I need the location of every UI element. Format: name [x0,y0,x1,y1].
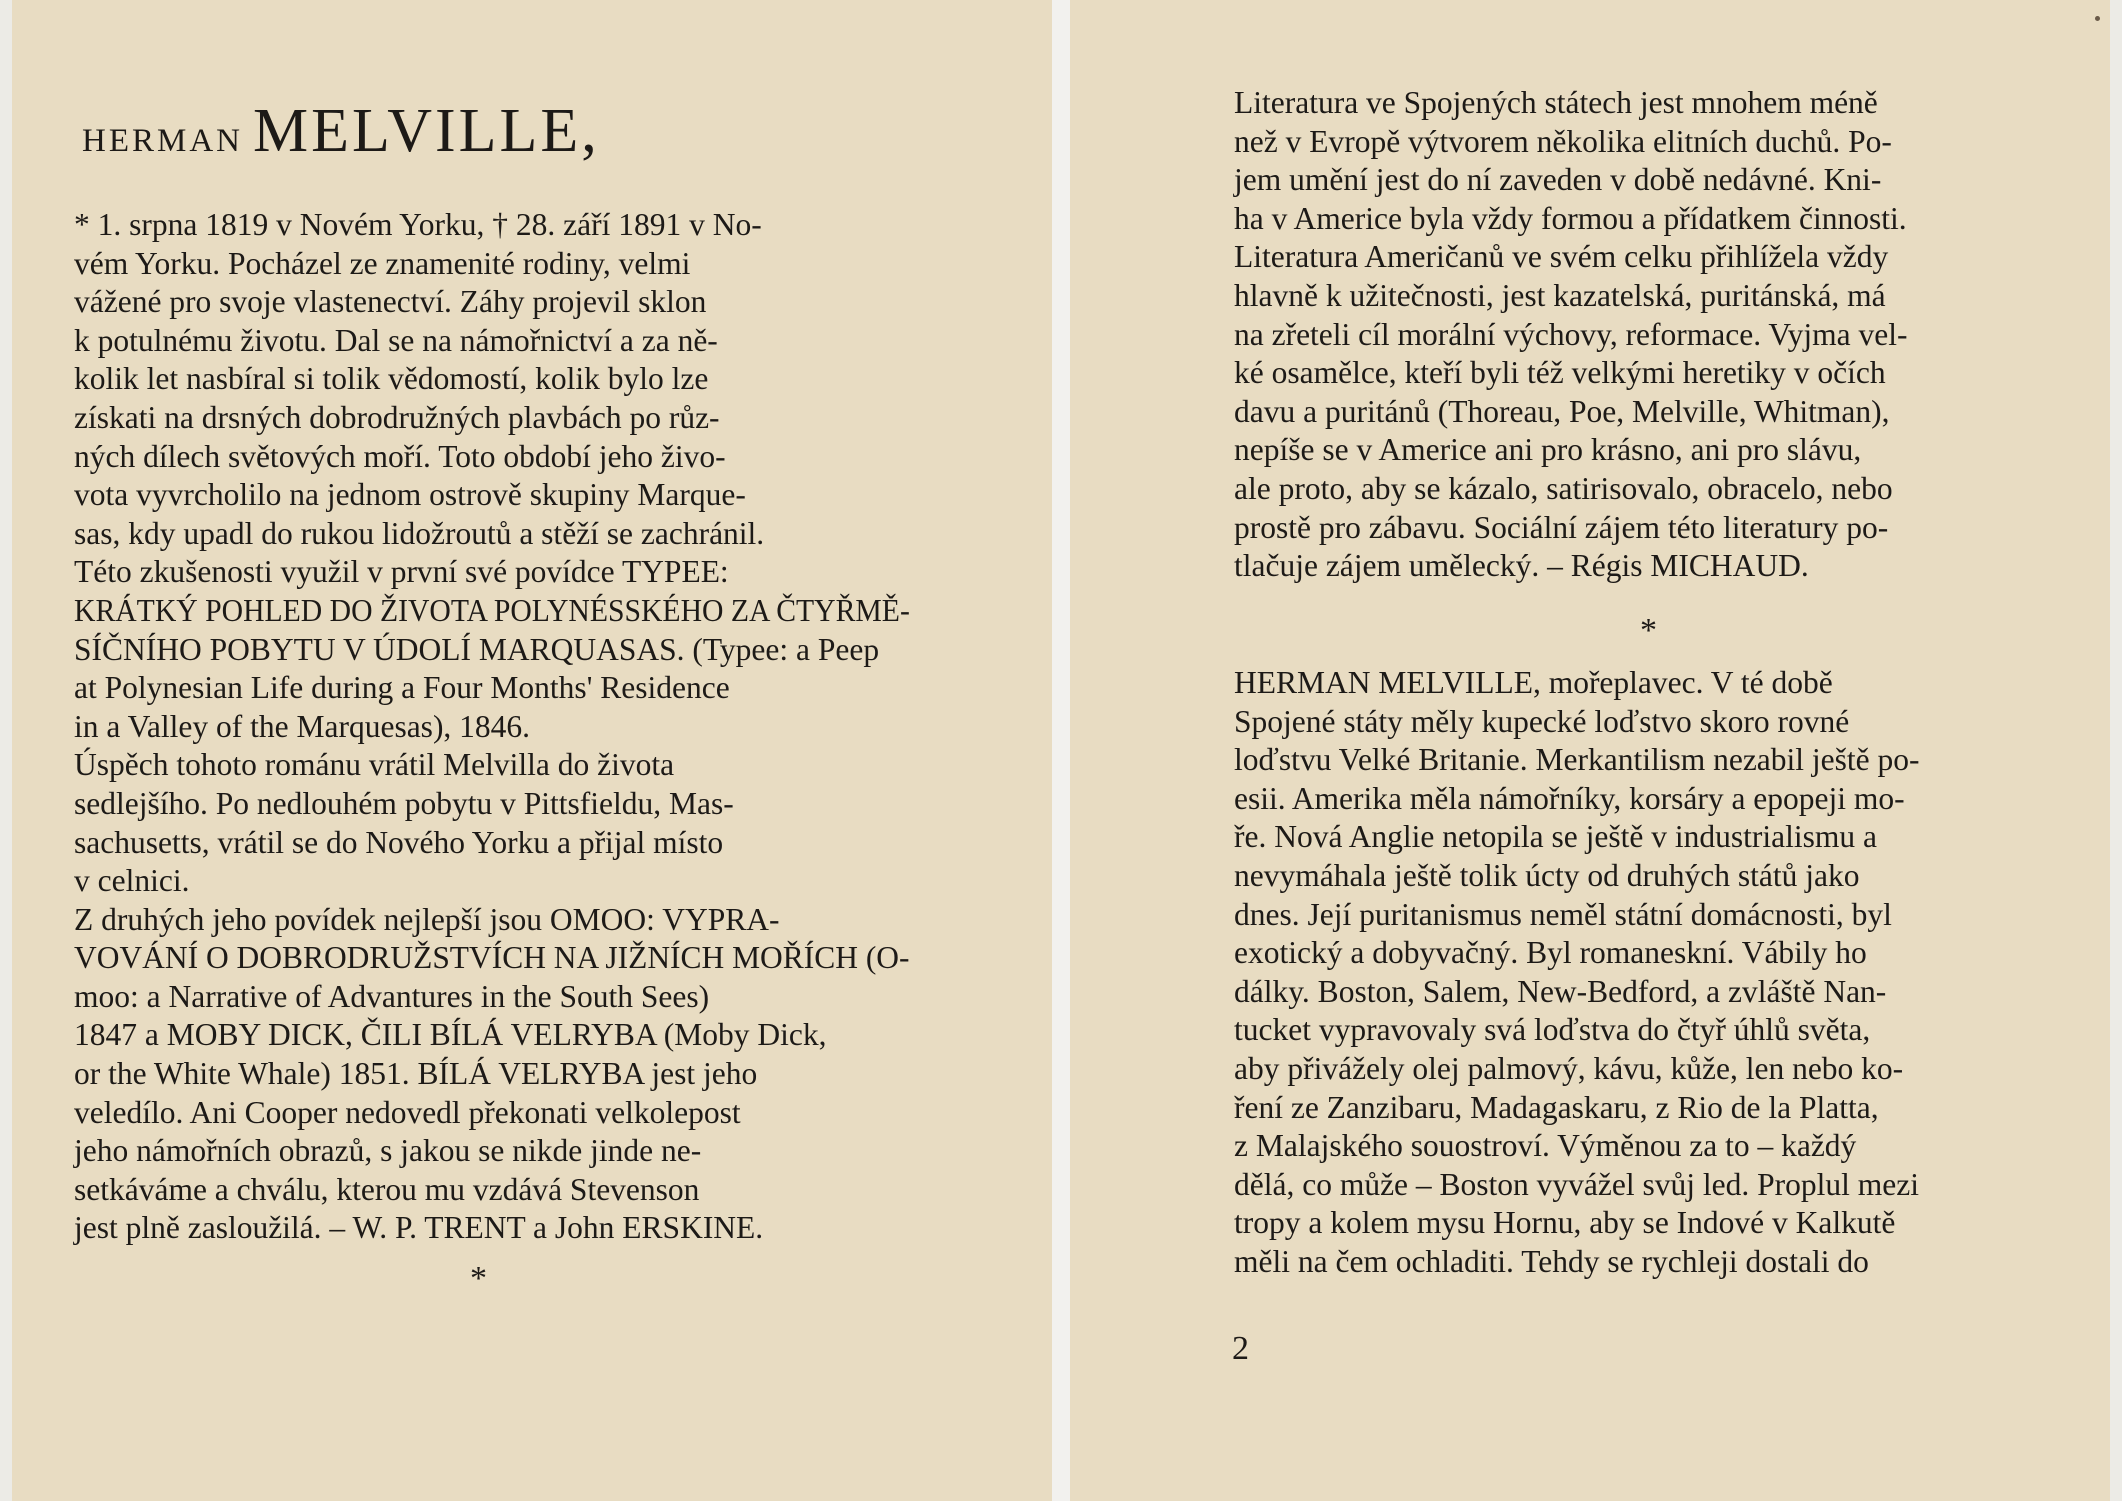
text-line: ných dílech světových moří. Toto období jeho živo- [74,438,726,474]
page-number: 2 [1232,1330,1249,1367]
text-line: Literatura ve Spojených státech jest mnohem méně [1234,85,1878,120]
text-line: dnes. Její puritanismus neměl státní domácnosti, byl [1234,896,1892,932]
text-line: než v Evropě výtvorem několika elitních duchů. Po- [1234,123,1892,159]
text-line: at Polynesian Life during a Four Months' Residence [74,670,730,706]
text-line: aby přivážely olej palmový, kávu, kůže, len nebo ko- [1234,1050,1904,1086]
text-line: Úspěch tohoto románu vrátil Melvilla do života [74,747,675,783]
text-line: SÍČNÍHO POBYTU V ÚDOLÍ MARQUASAS. (Typee: a Peep [74,631,880,667]
text-line: dělá, co může – Boston vyvážel svůj led. Proplul mezi [1234,1166,1919,1202]
text-line: vota vyvrcholilo na jednom ostrově skupiny Marque- [74,477,746,513]
heading-first-name: HERMAN [82,123,244,159]
text-line: esii. Amerika měla námořníky, korsáry a epopeji mo- [1234,780,1905,816]
text-line: tlačuje zájem umělecký. – Régis MICHAUD. [1234,548,1809,584]
text-line: veledílo. Ani Cooper nedovedl překonati velkolepost [74,1094,741,1130]
left-page [12,0,1052,1501]
text-line: 1847 a MOBY DICK, ČILI BÍLÁ VELRYBA (Moby Dick, [74,1017,827,1053]
heading-last-name: MELVILLE, [253,97,600,165]
text-line: Z druhých jeho povídek nejlepší jsou OMOO: VYPRA- [74,901,780,937]
michaud-quote-text [1234,84,2070,586]
text-line: Spojené státy měly kupecké loďstvo skoro rovné [1234,703,1850,739]
text-line: ale proto, aby se kázalo, satirisovalo, obracelo, nebo [1234,470,1893,506]
biography-text [74,206,910,1248]
text-line: dálky. Boston, Salem, New-Bedford, a zvláště Nan- [1234,973,1887,1009]
text-line: vém Yorku. Pocházel ze znamenité rodiny, velmi [74,245,691,281]
text-line: ření ze Zanzibaru, Madagaskaru, z Rio de la Platta, [1234,1089,1879,1125]
text-line: VOVÁNÍ O DOBRODRUŽSTVÍCH NA JIŽNÍCH MOŘÍCH (O- [74,940,910,976]
text-line: ře. Nová Anglie netopila se ještě v industrialismu a [1234,819,1877,855]
text-line: jest plně zasloužilá. – W. P. TRENT a John ERSKINE. [74,1210,764,1246]
text-line: Této zkušenosti využil v první své povídce TYPEE: [74,554,729,590]
melville-seafarer-text [1234,664,2070,1282]
author-heading [82,96,600,167]
text-line: Literatura Američanů ve svém celku přihlížela vždy [1234,239,1889,275]
text-line: moo: a Narrative of Advantures in the South Sees) [74,978,710,1014]
text-line: nevymáhala ještě tolik úcty od druhých států jako [1234,857,1860,893]
text-line: HERMAN MELVILLE, mořeplavec. V té době [1234,665,1833,700]
text-line: jeho námořních obrazů, s jakou se nikde jinde ne- [74,1133,702,1169]
text-line: sas, kdy upadl do rukou lidožroutů a stěží se zachránil. [74,515,765,551]
text-line: ha v Americe byla vždy formou a přídatkem činnosti. [1234,200,1907,236]
paper-speck [2095,16,2100,21]
text-line: vážené pro svoje vlastenectví. Záhy projevil sklon [74,284,707,320]
right-page [1070,0,2110,1501]
text-line: v celnici. [74,863,190,899]
section-separator-asterisk: * [470,1260,487,1297]
text-line: získati na drsných dobrodružných plavbách po růz- [74,399,720,435]
text-line: or the White Whale) 1851. BÍLÁ VELRYBA jest jeho [74,1056,758,1092]
text-line: měli na čem ochladiti. Tehdy se rychleji dostali do [1234,1243,1869,1279]
text-line: tucket vypravovaly svá loďstva do čtyř úhlů světa, [1234,1012,1871,1048]
text-line: loďstvu Velké Britanie. Merkantilism nezabil ještě po- [1234,742,1920,778]
page-gutter [1052,0,1070,1501]
text-line: davu a puritánů (Thoreau, Poe, Melville, Whitman), [1234,393,1890,429]
text-line: sedlejšího. Po nedlouhém pobytu v Pittsfieldu, Mas- [74,785,734,821]
text-line: prostě pro zábavu. Sociální zájem této literatury po- [1234,509,1889,545]
text-line: setkáváme a chválu, kterou mu vzdává Stevenson [74,1171,700,1207]
text-line: hlavně k užitečnosti, jest kazatelská, puritánská, má [1234,277,1886,313]
text-line: exotický a dobyvačný. Byl romaneskní. Vábily ho [1234,935,1867,971]
text-line: nepíše se v Americe ani pro krásno, ani pro slávu, [1234,432,1862,468]
text-line: * 1. srpna 1819 v Novém Yorku, † 28. září 1891 v No- [74,207,762,242]
text-line: z Malajského souostroví. Výměnou za to – každý [1234,1128,1857,1164]
text-line: jem umění jest do ní zaveden v době nedávné. Kni- [1234,162,1882,198]
text-line: sachusetts, vrátil se do Nového Yorku a přijal místo [74,824,724,860]
text-line: in a Valley of the Marquesas), 1846. [74,708,531,744]
text-line: KRÁTKÝ POHLED DO ŽIVOTA POLYNÉSSKÉHO ZA ČTYŘMĚ- [74,592,910,628]
text-line: ké osamělce, kteří byli též velkými heretiky v očích [1234,355,1886,391]
text-line: na zřeteli cíl morální výchovy, reformace. Vyjma vel- [1234,316,1908,352]
text-line: k potulnému životu. Dal se na námořnictví a za ně- [74,322,718,358]
section-separator-asterisk: * [1640,612,1657,649]
text-line: tropy a kolem mysu Hornu, aby se Indové v Kalkutě [1234,1205,1896,1241]
text-line: kolik let nasbíral si tolik vědomostí, kolik bylo lze [74,361,709,397]
